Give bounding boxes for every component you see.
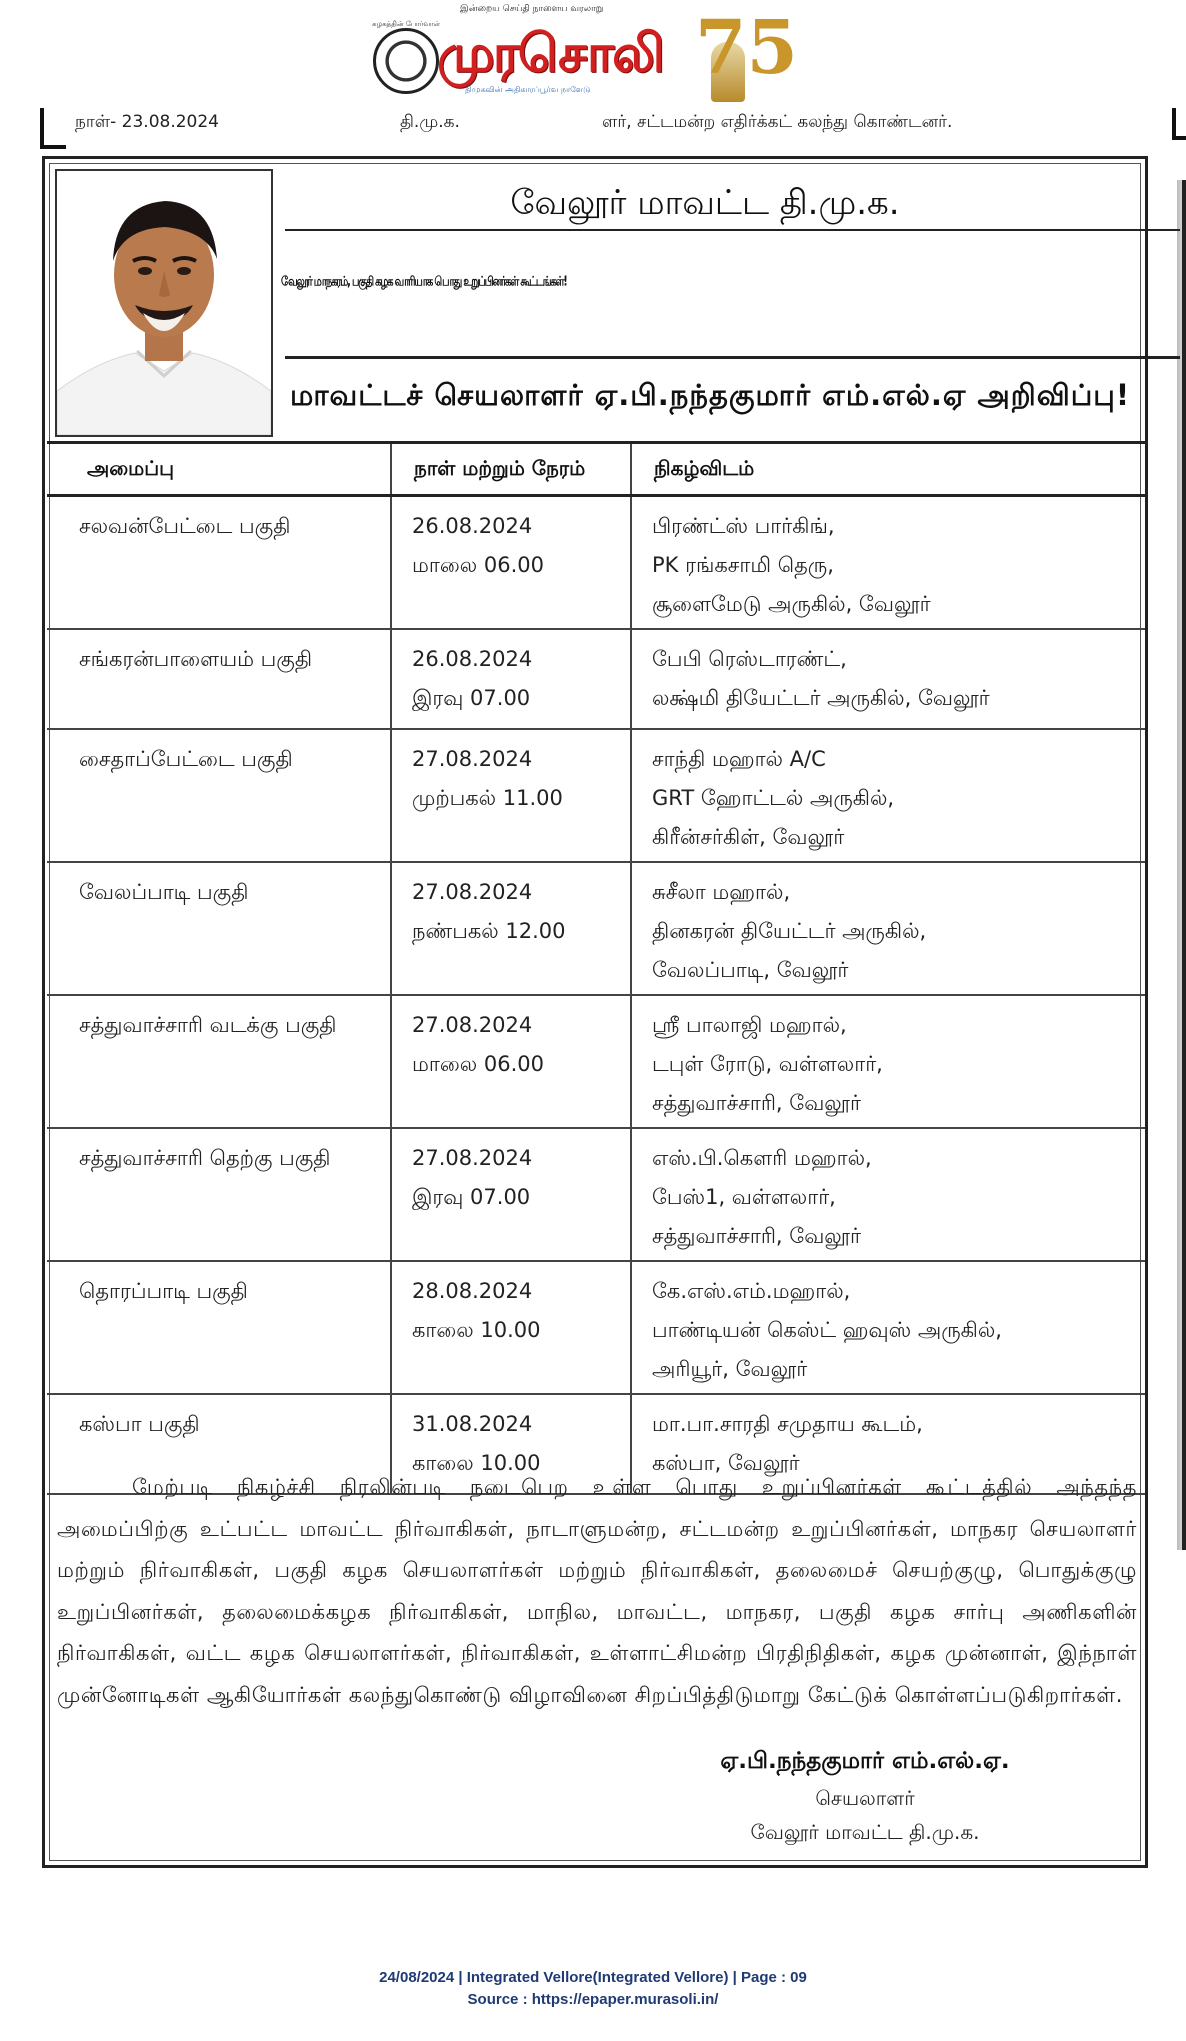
- venue-line: சத்துவாச்சாரி, வேலூர்: [652, 1091, 861, 1115]
- footer-edition-info: 24/08/2024 | Integrated Vellore(Integrated Vellore) | Page : 09: [379, 1969, 807, 1986]
- meeting-date: 27.08.2024: [412, 1013, 533, 1037]
- meeting-time: காலை 10.00: [412, 1451, 541, 1475]
- cell-venue: [631, 862, 1145, 995]
- venue-line: சாந்தி மஹால் A/C: [652, 747, 826, 771]
- venue-line: PK ரங்கசாமி தெரு,: [652, 553, 834, 577]
- venue-line: பேஸ்1, வள்ளலார்,: [652, 1185, 836, 1209]
- column-header-unit: அமைப்பு: [47, 443, 391, 496]
- venue-line: ஸ்ரீ பாலாஜி மஹால்,: [652, 1013, 847, 1037]
- meeting-time: நண்பகல் 12.00: [412, 919, 566, 943]
- cell-venue: [631, 995, 1145, 1128]
- cell-venue: [631, 1128, 1145, 1261]
- masthead-subtitle: திமுகவின் அதிகாரப்பூர்வ நாளேடு: [465, 85, 591, 94]
- column-rule: [1172, 108, 1186, 140]
- ad-announcement-line: மாவட்டச் செயலாளர் ஏ.பி.நந்தகுமார் எம்.எல்.ஏ அறிவிப்பு!: [290, 378, 1131, 412]
- secretary-portrait: [55, 169, 273, 437]
- meeting-date: 26.08.2024: [412, 514, 533, 538]
- cell-datetime: [391, 629, 631, 729]
- cell-datetime: [391, 496, 631, 630]
- venue-line: GRT ஹோட்டல் அருகில்,: [652, 786, 895, 810]
- header-rule: [285, 229, 1180, 231]
- meeting-date: 26.08.2024: [412, 647, 533, 671]
- venue-line: பிரண்ட்ஸ் பார்கிங்,: [652, 514, 835, 538]
- table-row: [47, 995, 1145, 1128]
- meeting-date: 27.08.2024: [412, 880, 533, 904]
- meeting-date: 27.08.2024: [412, 747, 533, 771]
- cell-unit: [47, 496, 391, 630]
- venue-line: டபுள் ரோடு, வள்ளலார்,: [652, 1052, 883, 1076]
- cell-datetime: [391, 1261, 631, 1394]
- table-row: [47, 1128, 1145, 1261]
- meeting-time: மாலை 06.00: [412, 553, 544, 577]
- previous-article-strip: [0, 108, 1186, 150]
- column-rule: [40, 108, 44, 148]
- venue-line: சத்துவாச்சாரி, வேலூர்: [652, 1224, 861, 1248]
- cell-venue: [631, 629, 1145, 729]
- portrait-image: [57, 171, 271, 435]
- column-rule: [40, 145, 66, 149]
- venue-line: எஸ்.பி.கௌரி மஹால்,: [652, 1146, 872, 1170]
- venue-line: கிரீன்சர்கிள், வேலூர்: [652, 825, 845, 849]
- table-header-row: [47, 443, 1145, 496]
- meeting-time: முற்பகல் 11.00: [412, 786, 563, 810]
- column-header-venue: நிகழ்விடம்: [631, 443, 1145, 496]
- footer-source-link[interactable]: Source : https://epaper.murasoli.in/: [467, 1991, 719, 2008]
- unit-name: வேலப்பாடி பகுதி: [79, 880, 249, 904]
- table-row: [47, 729, 1145, 862]
- cell-datetime: [391, 1128, 631, 1261]
- cell-venue: [631, 729, 1145, 862]
- meeting-time: மாலை 06.00: [412, 1052, 544, 1076]
- district-org-title: வேலூர் மாவட்ட தி.மு.க.: [510, 183, 900, 223]
- meeting-date: 28.08.2024: [412, 1279, 533, 1303]
- unit-name: சைதாப்பேட்டை பகுதி: [79, 747, 293, 771]
- unit-name: கஸ்பா பகுதி: [79, 1412, 200, 1436]
- cell-unit: [47, 629, 391, 729]
- venue-line: தினகரன் தியேட்டர் அருகில்,: [652, 919, 927, 943]
- meeting-time: இரவு 07.00: [412, 686, 531, 710]
- anniversary-mark: 75: [695, 5, 798, 91]
- prev-article-text-2: தி.மு.க.: [400, 112, 460, 132]
- emblem-caption: கழகத்தின் போர்வாள்: [371, 20, 441, 28]
- signatory-name: ஏ.பி.நந்தகுமார் எம்.எல்.ஏ.: [720, 1748, 1010, 1774]
- header-rule: [285, 356, 1180, 359]
- unit-name: சத்துவாச்சாரி வடக்கு பகுதி: [79, 1013, 337, 1037]
- column-header-datetime: நாள் மற்றும் நேரம்: [391, 443, 631, 496]
- meeting-time: காலை 10.00: [412, 1318, 541, 1342]
- ad-headline: வேலூர் மாநகரம், பகுதி கழக வாரியாக பொது உறுப்பினர்கள் கூட்டங்கள்!: [281, 274, 567, 290]
- venue-line: லக்ஷ்மி தியேட்டர் அருகில், வேலூர்: [652, 686, 990, 710]
- table-row: [47, 496, 1145, 630]
- party-announcement-ad: [42, 156, 1148, 1868]
- prev-article-text-3: ளர், சட்டமன்ற எதிர்க்கட் கலந்து கொண்டனர்.: [602, 112, 953, 132]
- signatory-org: வேலூர் மாவட்ட தி.மு.க.: [750, 1820, 980, 1844]
- cell-venue: [631, 1261, 1145, 1394]
- unit-name: தொரப்பாடி பகுதி: [79, 1279, 248, 1303]
- signatory-role: செயலாளர்: [815, 1786, 915, 1810]
- meeting-date: 31.08.2024: [412, 1412, 533, 1436]
- venue-line: பேபி ரெஸ்டாரண்ட்,: [652, 647, 847, 671]
- masthead-tagline: இன்றைய செய்தி நாளைய வரலாறு: [460, 4, 604, 14]
- cell-unit: [47, 1128, 391, 1261]
- meeting-time: இரவு 07.00: [412, 1185, 531, 1209]
- meeting-date: 27.08.2024: [412, 1146, 533, 1170]
- notice-paragraph: மேற்படி நிகழ்ச்சி நிரலின்படி நடைபெற உள்ள பொது உறுப்பினர்கள் கூட்டத்தில் அந்தந்த அமைப்பிற்கு உட்பட்ட மாவட்ட நிர்வாகிகள், நாடாளுமன்ற, சட்டமன்ற உறுப்பினர்கள், மாநகர செயலாளர் மற்றும் நிர்வாகிகள், பகுதி கழக செயலாளர்கள் மற்றும் நிர்வாகிகள், தலைமைச் செயற்குழு, பொதுக்குழு உறுப்பினர்கள், தலைமைக்கழக நிர்வாகிகள், மாநில, மாவட்ட, மாநகர, பகுதி கழக சார்பு அணிகளின் நிர்வாகிகள், வட்ட கழக செயலாளர்கள், நிர்வாகிகள், உள்ளாட்சிமன்ற பிரதிநிதிகள், கழக முன்னாள், இந்நாள் முன்னோடிகள் ஆகியோர்கள் கலந்துகொண்டு விழாவினை சிறப்பித்திடுமாறு கேட்டுக் கொள்ளப்படுகிறார்கள்.: [57, 1475, 1137, 1707]
- venue-line: சுசீலா மஹால்,: [652, 880, 791, 904]
- unit-name: சலவன்பேட்டை பகுதி: [79, 514, 291, 538]
- page-edge-rule: [1182, 180, 1186, 1550]
- venue-line: மா.பா.சாரதி சமுதாய கூடம்,: [652, 1412, 923, 1436]
- schedule-rows: [47, 496, 1145, 1495]
- table-row: [47, 1261, 1145, 1394]
- venue-line: அரியூர், வேலூர்: [652, 1357, 808, 1381]
- epaper-footer: [0, 1967, 1186, 2011]
- venue-line: வேலப்பாடி, வேலூர்: [652, 958, 849, 982]
- cell-unit: [47, 729, 391, 862]
- unit-name: சங்கரன்பாளையம் பகுதி: [79, 647, 313, 671]
- cell-venue: [631, 496, 1145, 630]
- newspaper-masthead: [365, 2, 825, 107]
- signature-block: [665, 1741, 1065, 1849]
- cell-unit: [47, 995, 391, 1128]
- venue-line: பாண்டியன் கெஸ்ட் ஹவுஸ் அருகில்,: [652, 1318, 1002, 1342]
- venue-line: சூளைமேடு அருகில், வேலூர்: [652, 592, 931, 616]
- party-emblem-icon: [373, 28, 439, 94]
- cell-unit: [47, 862, 391, 995]
- prev-article-text-1: நாள்- 23.08.2024: [75, 112, 220, 132]
- venue-line: கே.எஸ்.எம்.மஹால்,: [652, 1279, 851, 1303]
- cell-datetime: [391, 729, 631, 862]
- table-row: [47, 862, 1145, 995]
- cell-datetime: [391, 995, 631, 1128]
- meeting-schedule-table: [47, 441, 1145, 1495]
- unit-name: சத்துவாச்சாரி தெற்கு பகுதி: [79, 1146, 331, 1170]
- table-row: [47, 629, 1145, 729]
- venue-line: கஸ்பா, வேலூர்: [652, 1451, 800, 1475]
- newspaper-logo: முரசொலி: [437, 24, 663, 84]
- cell-datetime: [391, 862, 631, 995]
- cell-unit: [47, 1261, 391, 1394]
